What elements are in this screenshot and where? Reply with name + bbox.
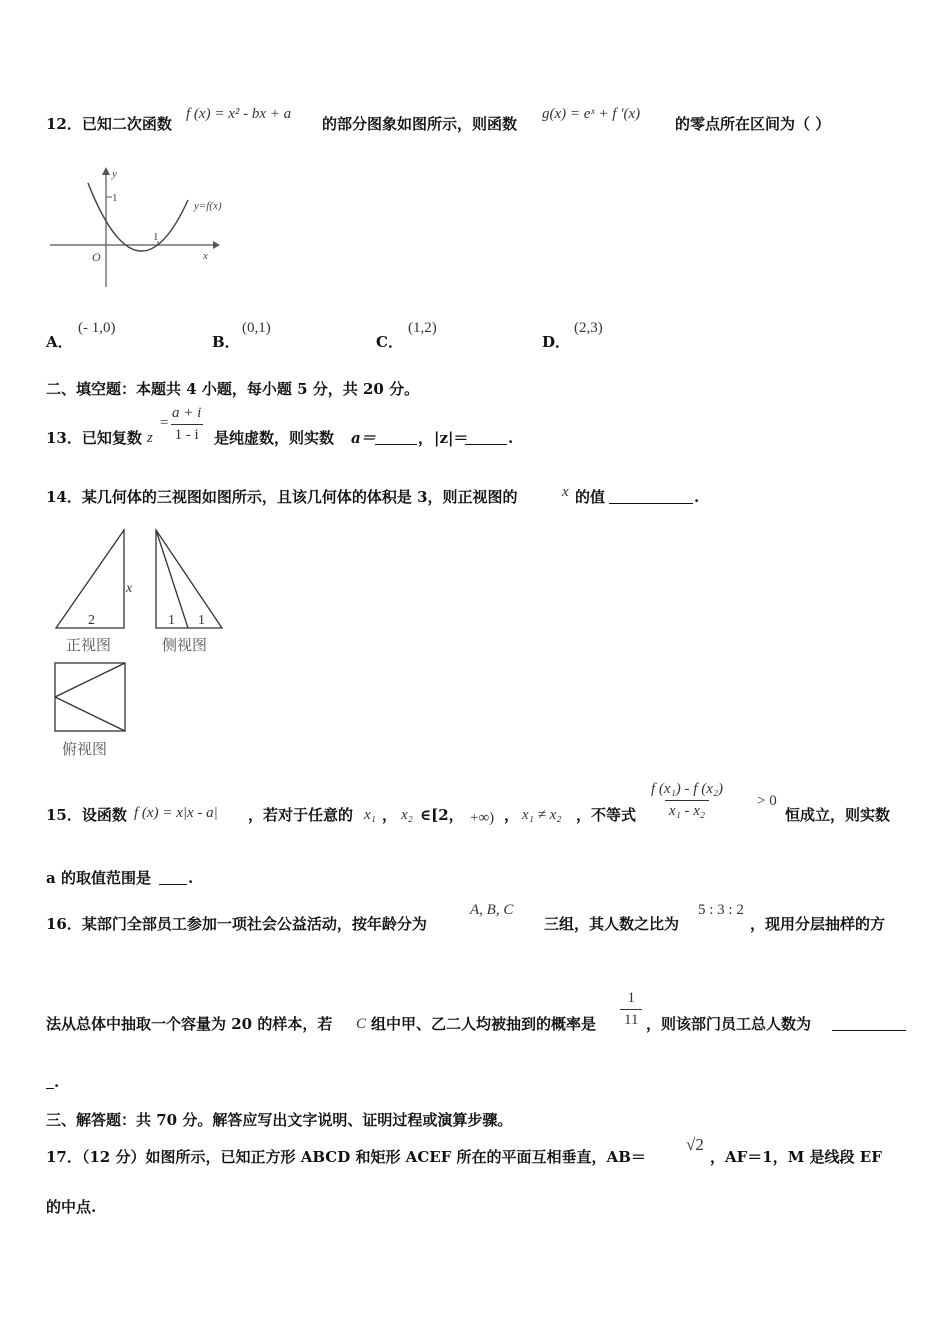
q12-option-a-letter: A． <box>46 333 73 351</box>
q14-tail: 的值 <box>575 488 606 506</box>
q12-option-d-letter: D． <box>542 333 571 351</box>
q16-probability <box>620 991 642 1028</box>
q14-side-left-label: 1 <box>168 613 175 628</box>
q15-fraction <box>647 782 727 819</box>
q15-ineq-label: ，不等式 <box>576 806 637 824</box>
q16-ratio: 5 : 3 : 2 <box>698 902 744 918</box>
q14-side-caption: 侧视图 <box>162 636 208 654</box>
q15-blank <box>159 872 187 885</box>
q12-option-c-value: (1,2) <box>408 320 437 336</box>
q14-top-view <box>52 660 128 734</box>
q12-graph-curve-label: y=f(x) <box>194 200 222 212</box>
q15-interval: ∈[2， <box>420 806 464 824</box>
q12-mid: 的部分图象如图所示，则函数 <box>322 115 518 133</box>
q13-numerator: a + i <box>172 405 202 421</box>
q15-numerator: f (x₁) - f (x₂) <box>651 781 724 797</box>
q15-infinity: +∞) <box>470 810 495 826</box>
q13-a-equals: a＝ <box>351 429 376 447</box>
q14-top-caption: 俯视图 <box>62 740 108 758</box>
q12-option-b-letter: B． <box>212 333 240 351</box>
q16-probability-num: 1 <box>627 990 635 1006</box>
q12-f-expression: f (x) = x² - bx + a <box>186 106 292 122</box>
q14-front-caption: 正视图 <box>66 636 112 654</box>
q15-tail: 恒成立，则实数 <box>785 806 891 824</box>
q13-absz-equals: |z|＝ <box>434 429 469 447</box>
q14-front-side-label: x <box>126 581 133 596</box>
q12-g-expression: g(x) = eˣ + f ′(x) <box>542 106 641 122</box>
q16-lead: 16．某部门全部员工参加一项社会公益活动，按年龄分为 <box>46 915 427 933</box>
q12-graph-one-y: 1 <box>112 192 118 204</box>
q12-option-d-value: (2,3) <box>574 320 603 336</box>
q17-lead: 17．（12 分）如图所示，已知正方形 ABCD 和矩形 ACEF 所在的平面互相垂直，AB＝ <box>46 1148 646 1166</box>
q12-tail: 的零点所在区间为（ ） <box>675 115 831 133</box>
q12-option-a-value: (- 1,0) <box>78 320 116 336</box>
q14-blank <box>609 491 693 504</box>
q12-parabola-graph <box>48 165 248 293</box>
q12-graph-y-label: y <box>112 168 117 180</box>
q16-tail1: ，现用分层抽样的方 <box>750 915 886 933</box>
q13-lead: 13．已知复数 <box>46 429 142 447</box>
q13-end: . <box>508 429 514 447</box>
q13-equals: = <box>160 415 169 431</box>
q13-tail: 是纯虚数，则实数 <box>214 429 335 447</box>
q16-probability-den: 11 <box>620 1009 642 1028</box>
q16-c: C <box>356 1016 367 1032</box>
q16-end: . <box>54 1073 60 1091</box>
q16-blank <box>832 1018 906 1031</box>
section-3-heading: 三、解答题：共 70 分。解答应写出文字说明、证明过程或演算步骤。 <box>46 1111 513 1129</box>
q14-end: . <box>694 488 700 506</box>
q15-line2: a 的取值范围是 <box>46 869 151 887</box>
q13-blank-absz <box>465 432 507 445</box>
q16-blank-cont <box>46 1076 54 1089</box>
q16-line2a: 法从总体中抽取一个容量为 20 的样本，若 <box>46 1015 333 1033</box>
section-2-heading: 二、填空题：本题共 4 小题，每小题 5 分，共 20 分。 <box>46 380 420 398</box>
q15-gt0: > 0 <box>757 793 777 809</box>
q15-lead: 15．设函数 <box>46 806 127 824</box>
q15-x1: x₁ <box>364 807 376 823</box>
q15-neq: x₁ ≠ x₂ <box>522 807 562 823</box>
q16-mid1: 三组，其人数之比为 <box>544 915 680 933</box>
q15-f-expression: f (x) = x|x - a| <box>134 805 218 821</box>
q17-tail: ，AF＝1，M 是线段 EF <box>710 1148 882 1166</box>
q12-graph-one-x: 1 <box>153 231 159 243</box>
q14-side-view <box>152 528 228 632</box>
q12-option-b-value: (0,1) <box>242 320 271 336</box>
q13-blank-a <box>375 432 417 445</box>
q14-front-bottom-label: 2 <box>88 613 95 628</box>
q16-line2b: 组中甲、乙二人均被抽到的概率是 <box>371 1015 597 1033</box>
q15-x2: x₂ <box>401 807 413 823</box>
q13-comma: ， <box>418 429 434 447</box>
q13-z: z <box>147 430 153 446</box>
q12-lead: 12．已知二次函数 <box>46 115 172 133</box>
q14-x: x <box>562 484 569 500</box>
q14-lead: 14．某几何体的三视图如图所示，且该几何体的体积是 3，则正视图的 <box>46 488 518 506</box>
q13-fraction <box>168 406 205 443</box>
q12-graph-origin: O <box>92 250 101 264</box>
q16-line2c: ，则该部门员工总人数为 <box>646 1015 812 1033</box>
q17-sqrt2: √2 <box>686 1135 704 1154</box>
q13-denominator: 1 - i <box>171 424 203 443</box>
q17-line2: 的中点. <box>46 1198 97 1216</box>
q15-line2-end: . <box>188 869 194 887</box>
q15-denominator: x₁ - x₂ <box>665 800 709 819</box>
q14-front-view <box>52 528 142 632</box>
q15-after-f: ，若对于任意的 <box>248 806 354 824</box>
q16-groups: A, B, C <box>470 902 514 918</box>
q14-side-right-label: 1 <box>198 613 205 628</box>
q12-graph-x-label: x <box>203 250 208 262</box>
q15-comma1: ， <box>382 806 398 824</box>
q12-option-c-letter: C． <box>376 333 403 351</box>
q15-comma2: ， <box>504 806 520 824</box>
